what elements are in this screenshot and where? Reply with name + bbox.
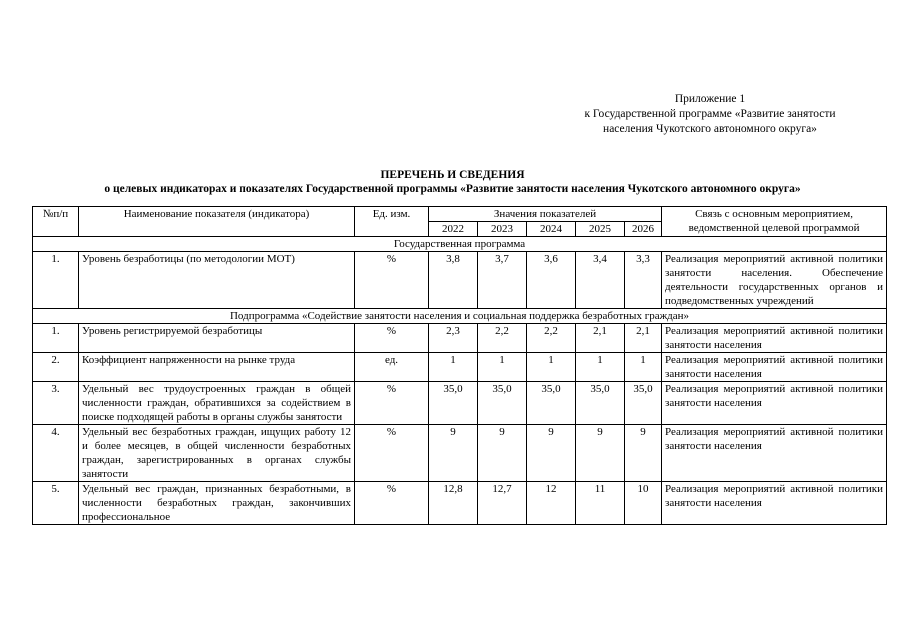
header-year: 2025 [576,222,625,237]
row-value: 35,0 [576,382,625,425]
row-value: 12,7 [478,482,527,525]
table-row [33,353,887,382]
appendix-line-1: Приложение 1 [674,93,746,105]
row-unit: ед. [355,353,429,382]
row-name: Уровень безработицы (по методологии МОТ) [79,252,355,309]
row-value: 9 [527,425,576,482]
appendix-line-3: населения Чукотского автономного округа» [603,123,817,135]
row-value: 2,2 [527,324,576,353]
row-value: 1 [625,353,662,382]
row-num: 2. [33,353,79,382]
row-value: 9 [625,425,662,482]
row-unit: % [355,252,429,309]
section-title: Подпрограмма «Содействие занятости населения и социальная поддержка безработных граждан» [33,309,887,324]
table-row [33,482,887,525]
section-row-state-program [33,237,887,252]
row-unit: % [355,324,429,353]
title-line-1: ПЕРЕЧЕНЬ И СВЕДЕНИЯ [380,169,525,181]
row-value: 2,1 [625,324,662,353]
row-value: 2,1 [576,324,625,353]
row-num: 3. [33,382,79,425]
header-num: №п/п [33,207,79,237]
row-link: Реализация мероприятий активной политики занятости населения [662,353,887,382]
title-line-2: о целевых индикаторах и показателях Государственной программы «Развитие занятости населения Чукотского автономного округа» [104,183,801,195]
header-name: Наименование показателя (индикатора) [79,207,355,237]
row-link: Реализация мероприятий активной политики занятости населения [662,482,887,525]
row-unit: % [355,382,429,425]
row-value: 2,2 [478,324,527,353]
section-row-subprogram [33,309,887,324]
row-name: Уровень регистрируемой безработицы [79,324,355,353]
row-value: 1 [478,353,527,382]
section-title: Государственная программа [33,237,887,252]
table-row [33,382,887,425]
row-unit: % [355,482,429,525]
row-name: Удельный вес безработных граждан, ищущих работу 12 и более месяцев, в общей численности безработных граждан, зарегистрированных в органах службы занятости [79,425,355,482]
header-year: 2023 [478,222,527,237]
appendix-line-2: к Государственной программе «Развитие занятости [584,108,836,120]
row-name: Удельный вес трудоустроенных граждан в общей численности граждан, обратившихся за содействием в поиске подходящей работы в органы службы занятости [79,382,355,425]
header-year: 2022 [429,222,478,237]
row-value: 35,0 [625,382,662,425]
row-value: 1 [527,353,576,382]
row-value: 1 [576,353,625,382]
row-value: 9 [478,425,527,482]
header-link: Связь с основным мероприятием, ведомственной целевой программой [662,207,887,237]
row-num: 4. [33,425,79,482]
row-value: 35,0 [527,382,576,425]
row-value: 10 [625,482,662,525]
table-row [33,252,887,309]
header-row-1 [33,207,887,222]
row-value: 12,8 [429,482,478,525]
row-value: 11 [576,482,625,525]
row-value: 12 [527,482,576,525]
appendix-note [560,92,860,137]
row-value: 35,0 [429,382,478,425]
document-title [30,168,875,196]
row-value: 35,0 [478,382,527,425]
row-num: 5. [33,482,79,525]
row-value: 3,4 [576,252,625,309]
header-year: 2026 [625,222,662,237]
table-row [33,425,887,482]
row-value: 9 [576,425,625,482]
row-value: 1 [429,353,478,382]
row-name: Коэффициент напряженности на рынке труда [79,353,355,382]
row-value: 9 [429,425,478,482]
row-link: Реализация мероприятий активной политики занятости населения. Обеспечение деятельности государственных органов и подведомственных учреждений [662,252,887,309]
header-year: 2024 [527,222,576,237]
row-value: 3,3 [625,252,662,309]
table-row [33,324,887,353]
header-values: Значения показателей [429,207,662,222]
row-value: 3,8 [429,252,478,309]
row-link: Реализация мероприятий активной политики занятости населения [662,382,887,425]
row-value: 3,7 [478,252,527,309]
row-link: Реализация мероприятий активной политики занятости населения [662,425,887,482]
row-name: Удельный вес граждан, признанных безработными, в численности безработных граждан, закончивших профессиональное [79,482,355,525]
row-unit: % [355,425,429,482]
row-num: 1. [33,252,79,309]
row-value: 3,6 [527,252,576,309]
row-value: 2,3 [429,324,478,353]
row-link: Реализация мероприятий активной политики занятости населения [662,324,887,353]
indicators-table [32,206,887,525]
header-unit: Ед. изм. [355,207,429,237]
row-num: 1. [33,324,79,353]
